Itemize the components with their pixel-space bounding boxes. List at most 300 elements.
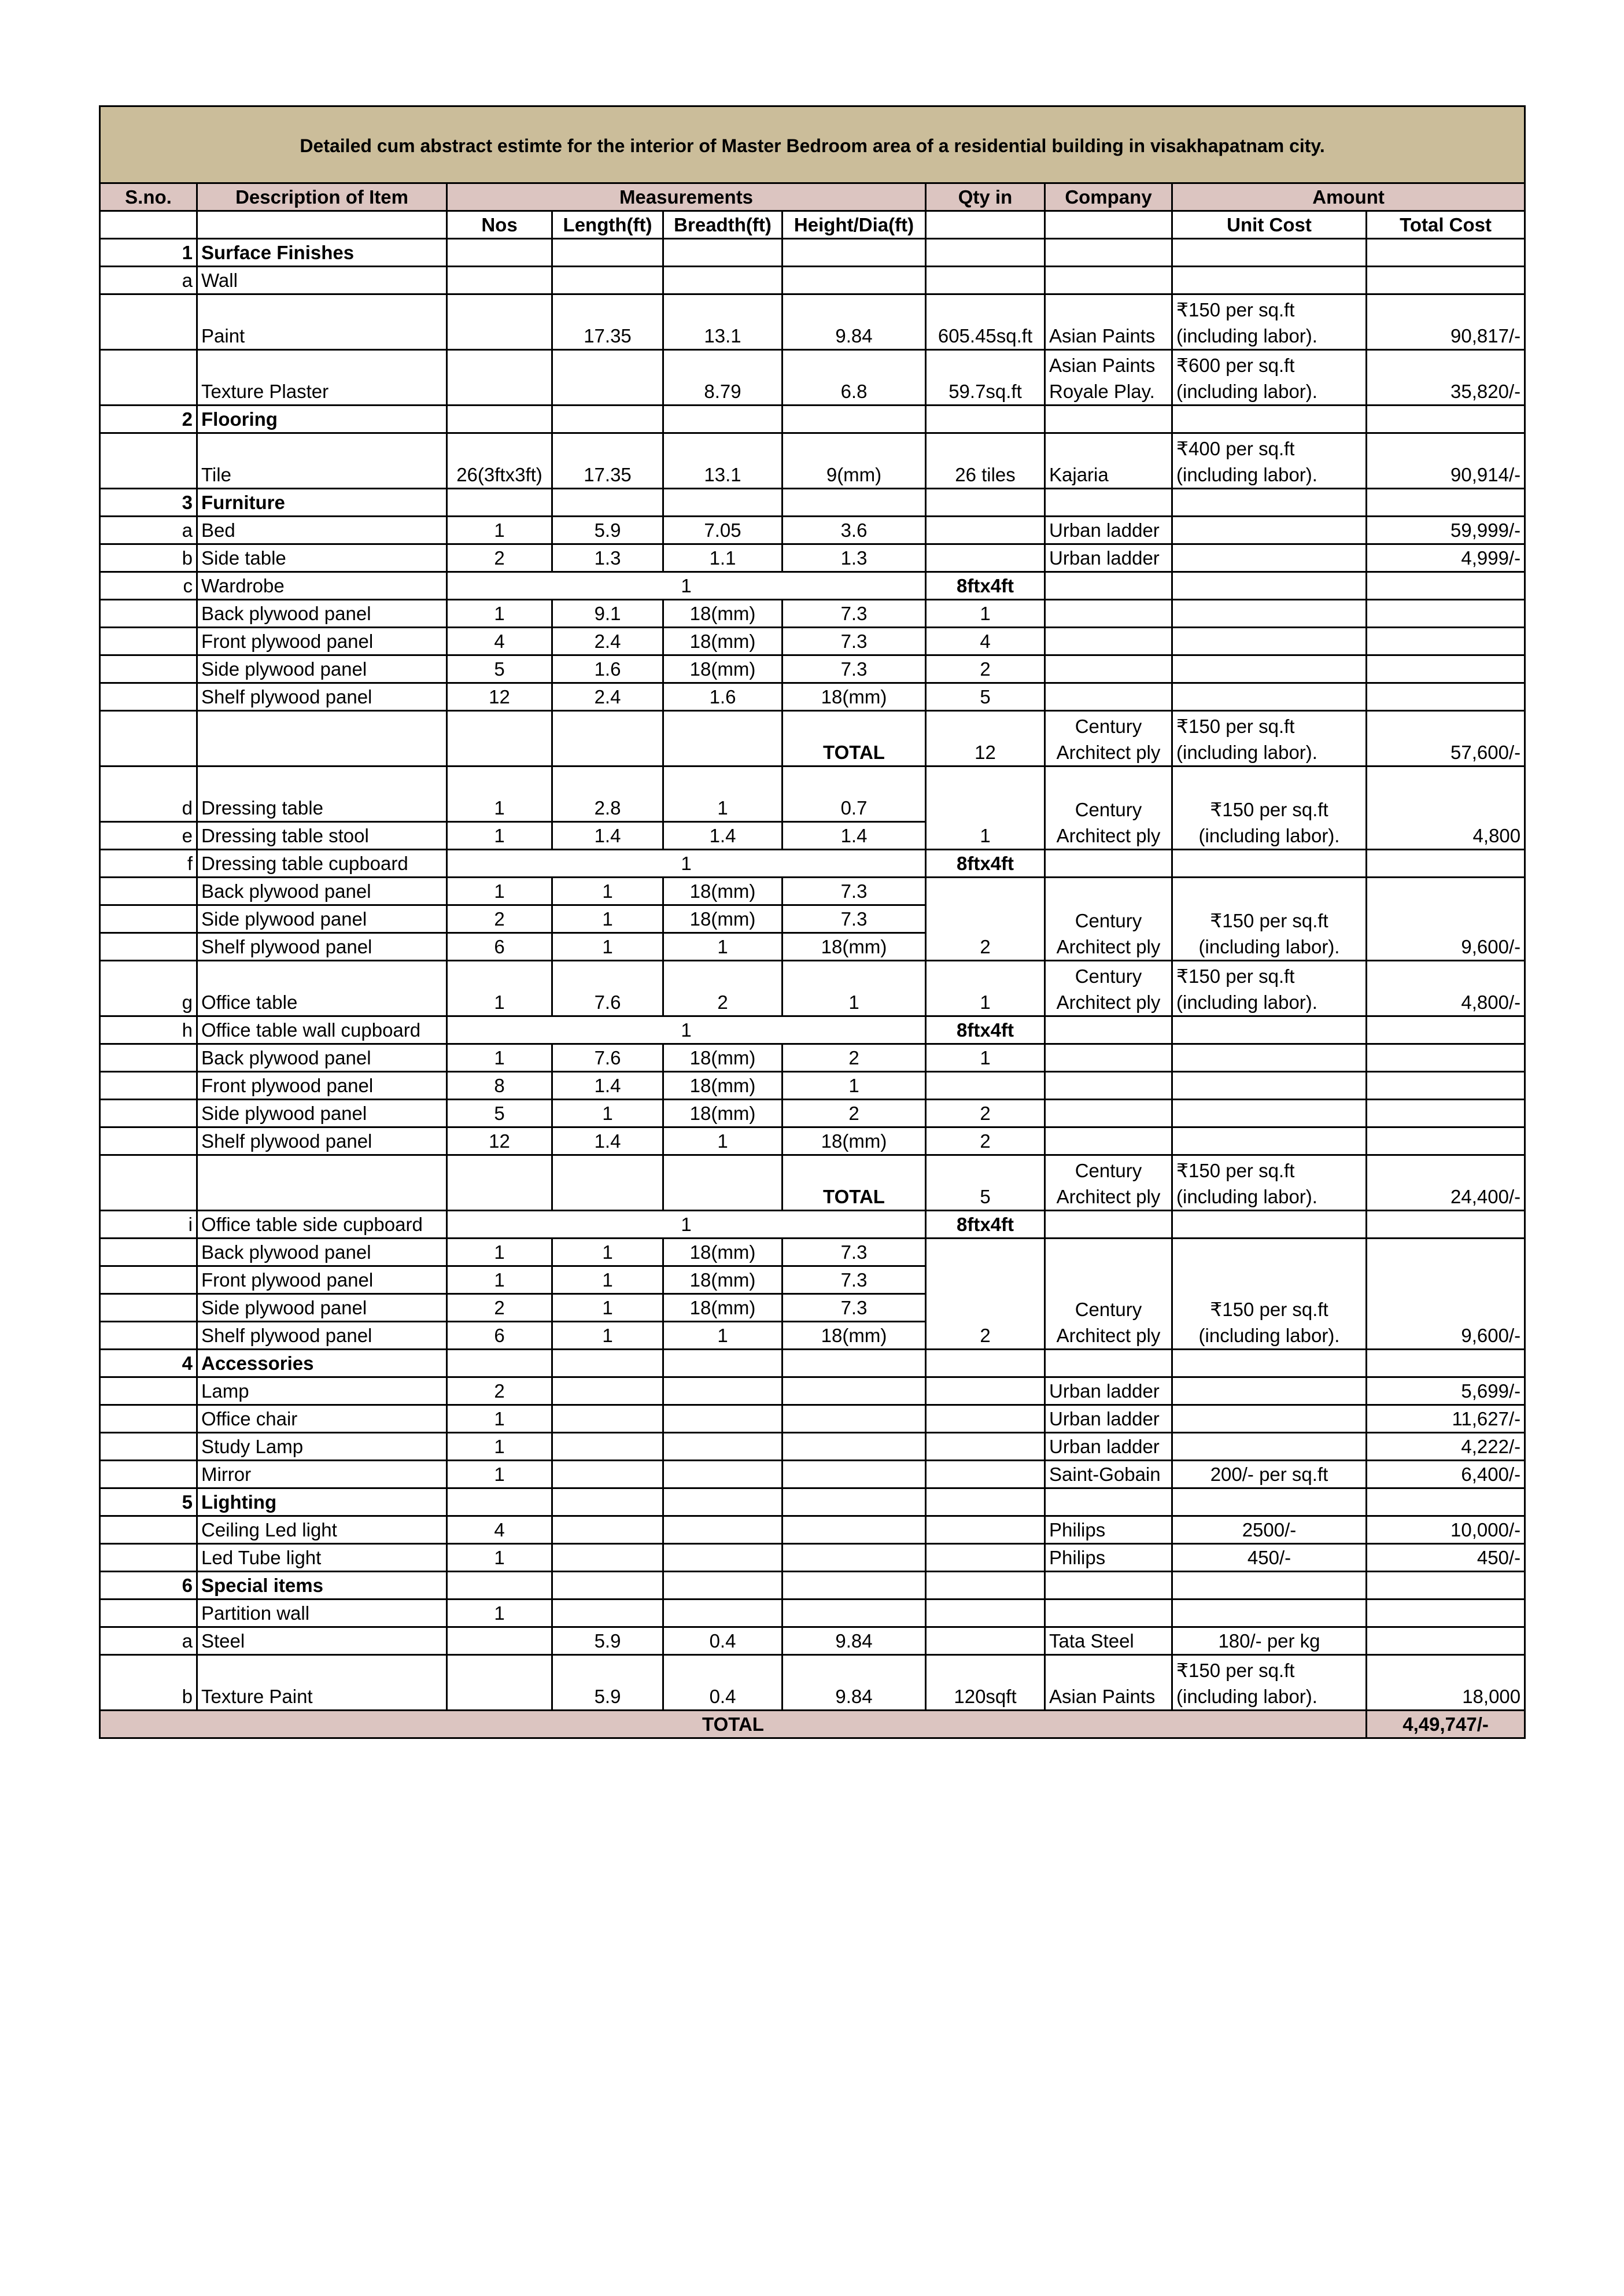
company-cell: Urban ladder bbox=[1045, 1377, 1172, 1405]
col-nos: Nos bbox=[447, 211, 552, 239]
total-cost-cell: 9,600/- bbox=[1367, 1239, 1525, 1350]
sno-cell: a bbox=[100, 517, 197, 544]
description-cell: Back plywood panel bbox=[197, 878, 447, 905]
nos-cell: 1 bbox=[447, 1405, 552, 1433]
total-cost-cell: 59,999/- bbox=[1367, 517, 1525, 544]
breadth-cell: 7.05 bbox=[663, 517, 783, 544]
table-row bbox=[100, 961, 1525, 1016]
height-cell: 2 bbox=[783, 1100, 926, 1127]
table-row bbox=[100, 1377, 1525, 1405]
sno-cell bbox=[100, 1461, 197, 1488]
qty-cell: 4 bbox=[926, 628, 1045, 655]
table-row bbox=[100, 1127, 1525, 1155]
length-cell bbox=[552, 406, 663, 433]
nos-cell: 2 bbox=[447, 544, 552, 572]
sno-cell bbox=[100, 628, 197, 655]
breadth-cell bbox=[663, 267, 783, 294]
unit-cost-cell: ₹150 per sq.ft (including labor). bbox=[1172, 711, 1367, 766]
description-cell: Ceiling Led light bbox=[197, 1516, 447, 1544]
table-row bbox=[100, 544, 1525, 572]
breadth-cell: 1.4 bbox=[663, 822, 783, 850]
unit-cost-cell bbox=[1172, 850, 1367, 878]
nos-cell: 2 bbox=[447, 1294, 552, 1322]
breadth-cell: 13.1 bbox=[663, 294, 783, 350]
nos-cell bbox=[447, 294, 552, 350]
col-unit-cost: Unit Cost bbox=[1172, 211, 1367, 239]
nos-cell: 1 bbox=[447, 1461, 552, 1488]
sno-cell bbox=[100, 1155, 197, 1211]
length-cell bbox=[552, 1488, 663, 1516]
nos-cell: 1 bbox=[447, 766, 552, 822]
table-row bbox=[100, 1155, 1525, 1211]
description-cell bbox=[197, 711, 447, 766]
total-cost-cell bbox=[1367, 1350, 1525, 1377]
unit-cost-cell: 450/- bbox=[1172, 1544, 1367, 1572]
sno-cell bbox=[100, 878, 197, 905]
height-cell bbox=[783, 489, 926, 517]
sheet-title: Detailed cum abstract estimte for the interior of Master Bedroom area of a residential building in visakhapatnam city. bbox=[100, 106, 1525, 183]
table-row bbox=[100, 517, 1525, 544]
description-cell: Side plywood panel bbox=[197, 1294, 447, 1322]
qty-cell: 8ftx4ft bbox=[926, 1016, 1045, 1044]
unit-cost-cell bbox=[1172, 1044, 1367, 1072]
sno-cell bbox=[100, 1516, 197, 1544]
breadth-cell: 2 bbox=[663, 961, 783, 1016]
table-row bbox=[100, 766, 1525, 822]
qty-cell bbox=[926, 1516, 1045, 1544]
company-cell bbox=[1045, 1016, 1172, 1044]
length-cell bbox=[552, 1600, 663, 1627]
length-cell: 1 bbox=[552, 1322, 663, 1350]
total-cost-cell bbox=[1367, 628, 1525, 655]
qty-cell: 26 tiles bbox=[926, 433, 1045, 489]
description-cell: Accessories bbox=[197, 1350, 447, 1377]
unit-cost-cell bbox=[1172, 1433, 1367, 1461]
table-row bbox=[100, 1461, 1525, 1488]
total-cost-cell bbox=[1367, 1488, 1525, 1516]
col-length: Length(ft) bbox=[552, 211, 663, 239]
height-cell: 9.84 bbox=[783, 1655, 926, 1711]
length-cell: 1 bbox=[552, 1294, 663, 1322]
height-cell: 7.3 bbox=[783, 628, 926, 655]
height-cell: 7.3 bbox=[783, 878, 926, 905]
unit-cost-cell bbox=[1172, 628, 1367, 655]
nos-cell: 1 bbox=[447, 822, 552, 850]
table-row bbox=[100, 267, 1525, 294]
company-cell: Asian Paints bbox=[1045, 294, 1172, 350]
length-cell: 1 bbox=[552, 1266, 663, 1294]
breadth-cell bbox=[663, 1155, 783, 1211]
length-cell bbox=[552, 1516, 663, 1544]
table-row bbox=[100, 1072, 1525, 1100]
unit-cost-cell bbox=[1172, 1572, 1367, 1600]
company-cell bbox=[1045, 628, 1172, 655]
sno-cell: c bbox=[100, 572, 197, 600]
unit-cost-cell bbox=[1172, 267, 1367, 294]
description-cell: Texture Plaster bbox=[197, 350, 447, 406]
description-cell: Shelf plywood panel bbox=[197, 1322, 447, 1350]
height-cell: 7.3 bbox=[783, 905, 926, 933]
company-cell: Philips bbox=[1045, 1516, 1172, 1544]
total-cost-cell: 6,400/- bbox=[1367, 1461, 1525, 1488]
length-cell bbox=[552, 1405, 663, 1433]
breadth-cell: 1 bbox=[663, 1322, 783, 1350]
unit-cost-cell: ₹150 per sq.ft (including labor). bbox=[1172, 1155, 1367, 1211]
table-row bbox=[100, 1239, 1525, 1266]
height-cell: 18(mm) bbox=[783, 933, 926, 961]
nos-cell: 26(3ftx3ft) bbox=[447, 433, 552, 489]
breadth-cell: 1.1 bbox=[663, 544, 783, 572]
breadth-cell bbox=[663, 1600, 783, 1627]
breadth-cell: 18(mm) bbox=[663, 905, 783, 933]
total-cost-cell bbox=[1367, 1100, 1525, 1127]
description-cell: Partition wall bbox=[197, 1600, 447, 1627]
qty-cell bbox=[926, 1544, 1045, 1572]
total-cost-cell bbox=[1367, 1572, 1525, 1600]
total-cost-cell bbox=[1367, 683, 1525, 711]
company-cell bbox=[1045, 683, 1172, 711]
length-cell bbox=[552, 1155, 663, 1211]
description-cell: Paint bbox=[197, 294, 447, 350]
breadth-cell bbox=[663, 239, 783, 267]
company-cell: Century Architect ply bbox=[1045, 766, 1172, 850]
company-cell bbox=[1045, 1600, 1172, 1627]
sno-cell bbox=[100, 1239, 197, 1266]
sno-cell: 5 bbox=[100, 1488, 197, 1516]
company-cell bbox=[1045, 572, 1172, 600]
height-cell: 2 bbox=[783, 1044, 926, 1072]
table-row bbox=[100, 850, 1525, 878]
sno-cell bbox=[100, 1600, 197, 1627]
length-cell: 9.1 bbox=[552, 600, 663, 628]
length-cell: 5.9 bbox=[552, 517, 663, 544]
section-row bbox=[100, 489, 1525, 517]
breadth-cell bbox=[663, 1544, 783, 1572]
description-cell: Shelf plywood panel bbox=[197, 683, 447, 711]
total-cost-cell: 4,999/- bbox=[1367, 544, 1525, 572]
breadth-cell: 13.1 bbox=[663, 433, 783, 489]
table-row bbox=[100, 655, 1525, 683]
sno-cell bbox=[100, 655, 197, 683]
company-cell bbox=[1045, 1072, 1172, 1100]
total-cost-cell bbox=[1367, 1072, 1525, 1100]
length-cell: 5.9 bbox=[552, 1655, 663, 1711]
qty-cell: 2 bbox=[926, 1239, 1045, 1350]
col-measurements: Measurements bbox=[447, 183, 926, 211]
height-cell: 7.3 bbox=[783, 655, 926, 683]
company-cell: Asian Paints bbox=[1045, 1655, 1172, 1711]
description-cell bbox=[197, 1155, 447, 1211]
company-cell bbox=[1045, 239, 1172, 267]
height-cell: 0.7 bbox=[783, 766, 926, 822]
length-cell: 1.6 bbox=[552, 655, 663, 683]
qty-cell bbox=[926, 1627, 1045, 1655]
length-cell: 7.6 bbox=[552, 1044, 663, 1072]
length-cell: 1 bbox=[552, 905, 663, 933]
nos-cell bbox=[447, 1488, 552, 1516]
company-cell: Century Architect ply bbox=[1045, 961, 1172, 1016]
total-cost-cell bbox=[1367, 406, 1525, 433]
sno-cell: 2 bbox=[100, 406, 197, 433]
unit-cost-cell bbox=[1172, 572, 1367, 600]
description-cell: Side table bbox=[197, 544, 447, 572]
qty-cell bbox=[926, 1600, 1045, 1627]
total-cost-cell bbox=[1367, 600, 1525, 628]
description-cell: Back plywood panel bbox=[197, 600, 447, 628]
company-cell: Century Architect ply bbox=[1045, 878, 1172, 961]
company-cell: Urban ladder bbox=[1045, 544, 1172, 572]
total-cost-cell: 9,600/- bbox=[1367, 878, 1525, 961]
company-cell bbox=[1045, 1488, 1172, 1516]
qty-cell: 12 bbox=[926, 711, 1045, 766]
sno-cell: i bbox=[100, 1211, 197, 1239]
unit-cost-cell bbox=[1172, 1016, 1367, 1044]
unit-cost-cell bbox=[1172, 683, 1367, 711]
description-cell: Tile bbox=[197, 433, 447, 489]
breadth-cell: 18(mm) bbox=[663, 878, 783, 905]
unit-cost-cell bbox=[1172, 1405, 1367, 1433]
col-qty: Qty in bbox=[926, 183, 1045, 211]
sno-cell bbox=[100, 1377, 197, 1405]
table-row bbox=[100, 572, 1525, 600]
length-cell: 17.35 bbox=[552, 294, 663, 350]
total-cost-cell bbox=[1367, 655, 1525, 683]
sno-cell bbox=[100, 711, 197, 766]
description-cell: Office chair bbox=[197, 1405, 447, 1433]
description-cell: Office table side cupboard bbox=[197, 1211, 447, 1239]
qty-cell bbox=[926, 517, 1045, 544]
nos-cell bbox=[447, 1655, 552, 1711]
table-row bbox=[100, 350, 1525, 406]
description-cell: Lighting bbox=[197, 1488, 447, 1516]
height-cell bbox=[783, 406, 926, 433]
length-cell: 1 bbox=[552, 933, 663, 961]
length-cell bbox=[552, 267, 663, 294]
breadth-cell: 18(mm) bbox=[663, 1266, 783, 1294]
qty-cell bbox=[926, 489, 1045, 517]
table-row bbox=[100, 1544, 1525, 1572]
description-cell: Back plywood panel bbox=[197, 1044, 447, 1072]
unit-cost-cell bbox=[1172, 1600, 1367, 1627]
sno-cell: f bbox=[100, 850, 197, 878]
company-cell bbox=[1045, 1100, 1172, 1127]
nos-cell: 5 bbox=[447, 1100, 552, 1127]
unit-cost-cell: ₹150 per sq.ft (including labor). bbox=[1172, 1655, 1367, 1711]
nos-cell bbox=[447, 711, 552, 766]
unit-cost-cell bbox=[1172, 1350, 1367, 1377]
nos-cell: 6 bbox=[447, 933, 552, 961]
qty-cell bbox=[926, 544, 1045, 572]
nos-cell: 2 bbox=[447, 1377, 552, 1405]
breadth-cell: 18(mm) bbox=[663, 1072, 783, 1100]
qty-cell: 1 bbox=[926, 961, 1045, 1016]
nos-cell: 8 bbox=[447, 1072, 552, 1100]
sno-cell bbox=[100, 294, 197, 350]
nos-cell: 4 bbox=[447, 1516, 552, 1544]
length-cell bbox=[552, 1461, 663, 1488]
table-row bbox=[100, 1100, 1525, 1127]
qty-cell: 1 bbox=[926, 766, 1045, 850]
height-cell bbox=[783, 267, 926, 294]
table-row bbox=[100, 1600, 1525, 1627]
height-cell: 7.3 bbox=[783, 600, 926, 628]
sno-cell: a bbox=[100, 1627, 197, 1655]
length-cell bbox=[552, 1377, 663, 1405]
description-cell: Flooring bbox=[197, 406, 447, 433]
total-cost-cell: 4,800 bbox=[1367, 766, 1525, 850]
company-cell bbox=[1045, 850, 1172, 878]
description-cell: Shelf plywood panel bbox=[197, 1127, 447, 1155]
height-cell: 7.3 bbox=[783, 1266, 926, 1294]
height-cell bbox=[783, 1461, 926, 1488]
company-cell: Philips bbox=[1045, 1544, 1172, 1572]
height-cell: 3.6 bbox=[783, 517, 926, 544]
nos-cell: 12 bbox=[447, 1127, 552, 1155]
breadth-cell: 18(mm) bbox=[663, 1044, 783, 1072]
nos-cell bbox=[447, 267, 552, 294]
height-cell: TOTAL bbox=[783, 1155, 926, 1211]
description-cell: Bed bbox=[197, 517, 447, 544]
table-row bbox=[100, 628, 1525, 655]
total-cost-cell: 57,600/- bbox=[1367, 711, 1525, 766]
description-cell: Mirror bbox=[197, 1461, 447, 1488]
length-cell: 1.4 bbox=[552, 822, 663, 850]
height-cell bbox=[783, 1377, 926, 1405]
qty-cell bbox=[926, 1350, 1045, 1377]
length-cell: 2.8 bbox=[552, 766, 663, 822]
breadth-cell bbox=[663, 1461, 783, 1488]
sno-cell: 1 bbox=[100, 239, 197, 267]
measurement-cell: 1 bbox=[447, 1211, 926, 1239]
company-cell bbox=[1045, 267, 1172, 294]
total-cost-cell bbox=[1367, 850, 1525, 878]
unit-cost-cell: 2500/- bbox=[1172, 1516, 1367, 1544]
sno-cell: 4 bbox=[100, 1350, 197, 1377]
header-row-1 bbox=[100, 183, 1525, 211]
col-breadth: Breadth(ft) bbox=[663, 211, 783, 239]
sno-cell bbox=[100, 1544, 197, 1572]
height-cell: 18(mm) bbox=[783, 683, 926, 711]
unit-cost-cell bbox=[1172, 1100, 1367, 1127]
qty-cell bbox=[926, 1572, 1045, 1600]
total-cost-cell: 24,400/- bbox=[1367, 1155, 1525, 1211]
breadth-cell: 18(mm) bbox=[663, 628, 783, 655]
description-cell: Office table bbox=[197, 961, 447, 1016]
nos-cell: 2 bbox=[447, 905, 552, 933]
company-cell bbox=[1045, 489, 1172, 517]
company-cell bbox=[1045, 600, 1172, 628]
qty-cell: 120sqft bbox=[926, 1655, 1045, 1711]
unit-cost-cell bbox=[1172, 406, 1367, 433]
company-cell bbox=[1045, 406, 1172, 433]
breadth-cell: 18(mm) bbox=[663, 1100, 783, 1127]
total-cost-cell bbox=[1367, 1016, 1525, 1044]
height-cell: 7.3 bbox=[783, 1239, 926, 1266]
description-cell: Special items bbox=[197, 1572, 447, 1600]
description-cell: Dressing table stool bbox=[197, 822, 447, 850]
total-cost-cell bbox=[1367, 1127, 1525, 1155]
section-row bbox=[100, 1488, 1525, 1516]
qty-cell bbox=[926, 267, 1045, 294]
nos-cell bbox=[447, 1572, 552, 1600]
description-cell: Side plywood panel bbox=[197, 905, 447, 933]
table-row bbox=[100, 1044, 1525, 1072]
sno-cell: b bbox=[100, 1655, 197, 1711]
total-cost-cell: 11,627/- bbox=[1367, 1405, 1525, 1433]
sno-cell bbox=[100, 1072, 197, 1100]
company-cell bbox=[1045, 1044, 1172, 1072]
sno-cell bbox=[100, 433, 197, 489]
nos-cell: 5 bbox=[447, 655, 552, 683]
qty-cell: 2 bbox=[926, 1100, 1045, 1127]
breadth-cell bbox=[663, 1350, 783, 1377]
col-height: Height/Dia(ft) bbox=[783, 211, 926, 239]
qty-cell: 5 bbox=[926, 683, 1045, 711]
qty-cell: 605.45sq.ft bbox=[926, 294, 1045, 350]
sno-cell bbox=[100, 1405, 197, 1433]
unit-cost-cell bbox=[1172, 1072, 1367, 1100]
breadth-cell bbox=[663, 1405, 783, 1433]
company-cell: Asian Paints Royale Play. bbox=[1045, 350, 1172, 406]
unit-cost-cell bbox=[1172, 1211, 1367, 1239]
unit-cost-cell: ₹600 per sq.ft (including labor). bbox=[1172, 350, 1367, 406]
unit-cost-cell bbox=[1172, 1377, 1367, 1405]
total-cost-cell: 90,914/- bbox=[1367, 433, 1525, 489]
height-cell bbox=[783, 1572, 926, 1600]
height-cell: 6.8 bbox=[783, 350, 926, 406]
length-cell: 2.4 bbox=[552, 628, 663, 655]
qty-cell bbox=[926, 1072, 1045, 1100]
unit-cost-cell: ₹150 per sq.ft (including labor). bbox=[1172, 1239, 1367, 1350]
table-row bbox=[100, 600, 1525, 628]
section-row bbox=[100, 239, 1525, 267]
height-cell: 1.3 bbox=[783, 544, 926, 572]
nos-cell bbox=[447, 239, 552, 267]
sno-cell bbox=[100, 1044, 197, 1072]
table-row bbox=[100, 1405, 1525, 1433]
description-cell: Front plywood panel bbox=[197, 1266, 447, 1294]
grand-total-row bbox=[100, 1711, 1525, 1738]
qty-cell: 2 bbox=[926, 878, 1045, 961]
nos-cell: 1 bbox=[447, 1600, 552, 1627]
company-cell: Kajaria bbox=[1045, 433, 1172, 489]
unit-cost-cell: 200/- per sq.ft bbox=[1172, 1461, 1367, 1488]
col-total-cost: Total Cost bbox=[1367, 211, 1525, 239]
section-row bbox=[100, 1572, 1525, 1600]
sno-cell bbox=[100, 683, 197, 711]
length-cell bbox=[552, 350, 663, 406]
description-cell: Dressing table bbox=[197, 766, 447, 822]
breadth-cell: 18(mm) bbox=[663, 655, 783, 683]
company-cell: Saint-Gobain bbox=[1045, 1461, 1172, 1488]
height-cell bbox=[783, 1488, 926, 1516]
breadth-cell: 18(mm) bbox=[663, 1239, 783, 1266]
nos-cell bbox=[447, 489, 552, 517]
description-cell: Side plywood panel bbox=[197, 655, 447, 683]
breadth-cell: 1 bbox=[663, 766, 783, 822]
sno-cell bbox=[100, 1294, 197, 1322]
sno-cell bbox=[100, 933, 197, 961]
description-cell: Study Lamp bbox=[197, 1433, 447, 1461]
unit-cost-cell: 180/- per kg bbox=[1172, 1627, 1367, 1655]
height-cell bbox=[783, 1350, 926, 1377]
nos-cell bbox=[447, 1155, 552, 1211]
breadth-cell: 0.4 bbox=[663, 1655, 783, 1711]
measurement-cell: 1 bbox=[447, 572, 926, 600]
unit-cost-cell: ₹150 per sq.ft (including labor). bbox=[1172, 294, 1367, 350]
description-cell: Led Tube light bbox=[197, 1544, 447, 1572]
sno-cell: b bbox=[100, 544, 197, 572]
